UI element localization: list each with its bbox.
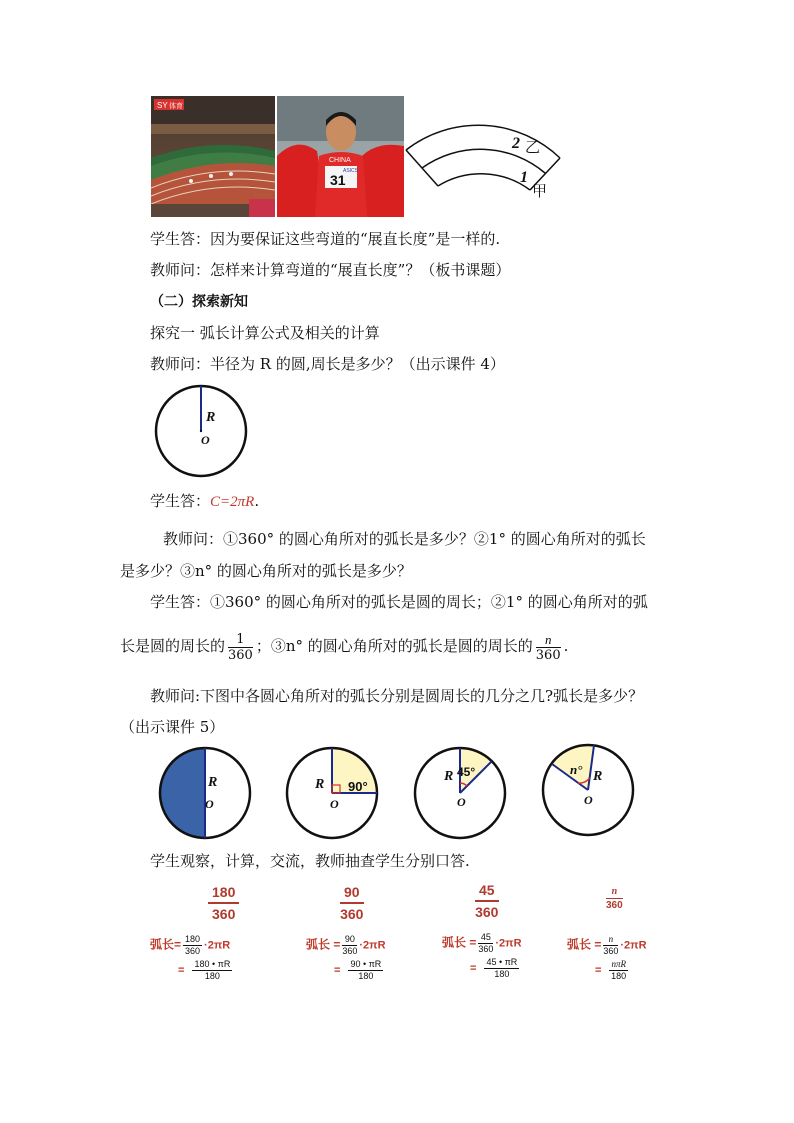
arc-length-formula-180 <box>150 934 234 982</box>
student-answer-3a: 学生答：①360° 的圆心角所对的弧长是圆的周长；②1° 的圆心角所对的弧 <box>150 593 648 611</box>
fraction-numerator: n <box>603 934 618 946</box>
circle-180-figure <box>155 746 255 840</box>
fraction-numerator: 45 • πR <box>486 957 518 967</box>
formula-result <box>484 957 519 980</box>
student-answer-2-prefix: 学生答： <box>150 492 211 510</box>
tv-text: 体育 <box>169 102 183 110</box>
lane-2-number: 2 <box>512 135 520 152</box>
circle-radius-figure <box>152 384 250 478</box>
fraction-denominator: 180 <box>494 969 510 979</box>
center-label: O <box>457 795 466 809</box>
formula-tail: ·2πR <box>204 939 231 952</box>
arc-length-formula-n <box>567 934 647 982</box>
fraction-numerator: 90 <box>342 934 357 946</box>
fraction-denominator: 360 <box>478 944 494 954</box>
fraction-numerator: 180 • πR <box>194 959 231 969</box>
fraction-180-360 <box>208 882 239 924</box>
radius-label: R <box>206 410 216 425</box>
angle-45-label: 45° <box>457 765 476 779</box>
center-label: O <box>201 433 210 447</box>
fraction-numerator: 45 <box>478 932 493 944</box>
fraction-45-360 <box>475 880 499 922</box>
circle-45-figure <box>410 746 510 840</box>
teacher-question-3b: 是多少？③n° 的圆心角所对的弧长是多少？ <box>120 562 412 580</box>
shirt-team: CHINA <box>329 157 351 164</box>
radius-label: R <box>208 775 218 790</box>
formula-fraction <box>183 934 202 957</box>
fraction-denominator: 360 <box>606 900 623 911</box>
shirt-sponsor: ASICS <box>343 168 359 174</box>
fraction-denominator: 360 <box>212 906 236 922</box>
fraction-numerator: 180 <box>185 934 201 944</box>
bib-number: 31 <box>330 172 346 188</box>
lane-2-name: 乙 <box>525 138 541 156</box>
formula-tail: ·2πR <box>359 939 386 952</box>
student-answer-1: 学生答：因为要保证这些弯道的“展直长度”是一样的. <box>150 230 501 248</box>
fraction-numerator: 45 <box>475 880 499 902</box>
fraction-denominator: 360 <box>475 904 499 920</box>
formula-fraction <box>603 934 618 957</box>
radius-label: R <box>315 777 325 792</box>
track-lanes-diagram <box>400 108 568 204</box>
circle-90-figure <box>282 746 382 840</box>
formula-label: 弧长= <box>150 937 182 952</box>
fraction-numerator: 90 • πR <box>350 959 382 969</box>
student-answer-3b-end: . <box>563 637 569 655</box>
fraction-denominator: 360 <box>185 946 201 956</box>
fraction-denominator: 360 <box>535 647 561 663</box>
formula-label: 弧长 = <box>306 937 341 952</box>
fraction-denominator: 180 <box>204 971 220 981</box>
teacher-question-4b: （出示课件 5） <box>120 718 225 736</box>
formula-equals: = <box>178 964 185 977</box>
formula-equals: = <box>334 964 341 977</box>
section-heading: （二）探索新知 <box>150 294 248 310</box>
fraction-n-over-360 <box>536 632 561 663</box>
student-observe: 学生观察，计算，交流，教师抽查学生分别口答. <box>150 852 470 870</box>
formula-fraction <box>478 932 493 955</box>
fraction-numerator: nπR <box>611 959 626 969</box>
fraction-denominator: 180 <box>358 971 374 981</box>
arc-length-formula-45 <box>442 932 522 980</box>
teacher-question-2: 教师问：半径为 R 的圆,周长是多少？（出示课件 4） <box>150 355 505 373</box>
explore-title: 探究一 弧长计算公式及相关的计算 <box>150 324 380 342</box>
formula-tail: ·2πR <box>620 939 647 952</box>
fraction-denominator: 360 <box>228 647 253 663</box>
fraction-numerator: 1 <box>228 632 253 648</box>
center-label: O <box>205 797 214 811</box>
fraction-denominator: 360 <box>603 946 619 956</box>
teacher-question-3a: 教师问：①360° 的圆心角所对的弧长是多少？②1° 的圆心角所对的弧长 <box>163 530 646 548</box>
angle-n-label: n° <box>570 762 583 777</box>
student-answer-2-suffix: . <box>254 492 260 510</box>
center-label: O <box>330 797 339 811</box>
arc-length-formula-90 <box>306 934 386 982</box>
radius-label: R <box>593 769 603 784</box>
formula-result <box>348 959 383 982</box>
formula-result <box>192 959 232 982</box>
student-answer-3b-text1: 长是圆的周长的 <box>120 637 226 655</box>
angle-90-label: 90° <box>348 779 368 794</box>
runner-photo <box>277 96 404 217</box>
teacher-question-1: 教师问：怎样来计算弯道的“展直长度”？（板书课题） <box>150 261 511 279</box>
stadium-photo <box>151 96 275 217</box>
student-answer-2 <box>150 491 259 512</box>
formula-label: 弧长 = <box>442 935 477 950</box>
lane-1-name: 甲 <box>532 182 548 200</box>
teacher-question-4a: 教师问:下图中各圆心角所对的弧长分别是圆周长的几分之几?弧长是多少？ <box>150 687 644 705</box>
formula-label: 弧长 = <box>567 937 602 952</box>
fraction-numerator: n <box>606 885 623 899</box>
student-answer-3b-text2: ；③n° 的圆心角所对的弧长是圆的周长的 <box>255 637 533 655</box>
fraction-one-over-360 <box>228 632 253 663</box>
formula-tail: ·2πR <box>495 937 522 950</box>
formula-result <box>609 959 628 982</box>
fraction-numerator: 180 <box>208 882 239 904</box>
fraction-denominator: 360 <box>340 906 364 922</box>
fraction-numerator: n <box>536 632 561 648</box>
fraction-denominator: 180 <box>611 971 627 981</box>
center-label: O <box>584 793 593 807</box>
fraction-numerator: 90 <box>340 882 364 904</box>
fraction-90-360 <box>340 882 364 924</box>
formula-equals: = <box>470 962 477 975</box>
tv-logo: SY <box>157 101 168 110</box>
formula-fraction <box>342 934 357 957</box>
formula-equals: = <box>595 964 602 977</box>
radius-label: R <box>444 769 454 784</box>
fraction-n-360 <box>606 885 623 912</box>
circumference-formula: C=2πR <box>210 494 255 510</box>
student-answer-3b <box>120 628 568 664</box>
lane-1-number: 1 <box>520 169 528 186</box>
fraction-denominator: 360 <box>342 946 358 956</box>
circle-n-figure <box>538 742 638 838</box>
